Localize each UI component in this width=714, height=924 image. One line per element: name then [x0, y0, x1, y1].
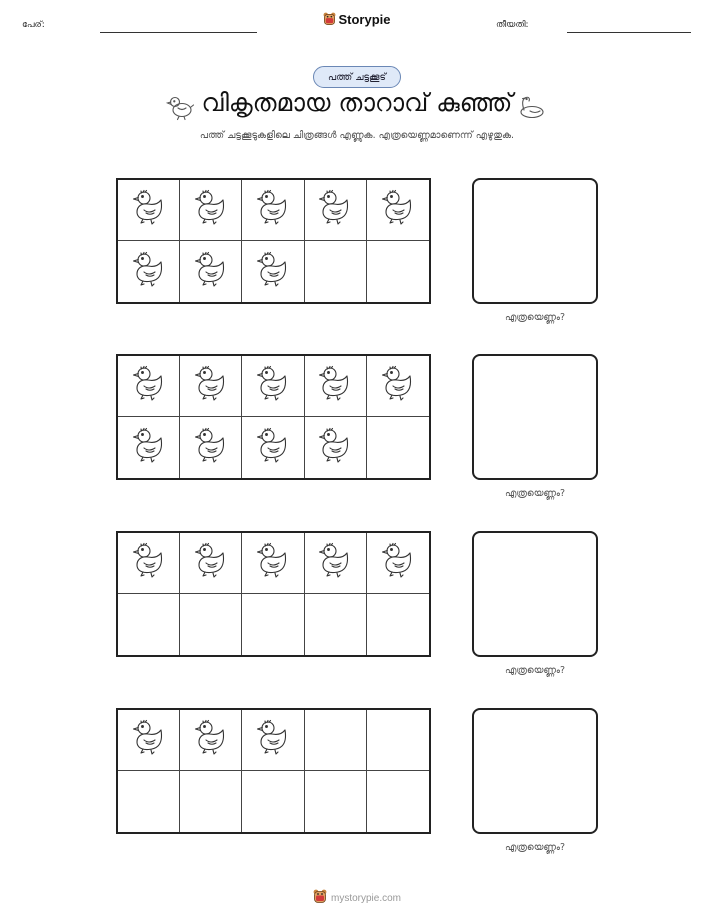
brand-name: Storypie [338, 12, 391, 27]
frame-cell [367, 533, 429, 594]
frame-cell [242, 771, 304, 832]
page-title: വികൃതമായ താറാവ് കുഞ്ഞ് [201, 88, 513, 117]
frame-cell [305, 417, 367, 478]
duckling-icon [129, 541, 169, 585]
frame-cell [118, 771, 180, 832]
frame-cell [180, 356, 242, 417]
duckling-icon [315, 364, 355, 408]
how-many-label-1: എത്രയെണ്ണം? [504, 312, 566, 323]
duckling-icon [191, 250, 231, 294]
frame-cell [305, 710, 367, 771]
frame-cell [305, 241, 367, 302]
duckling-icon [129, 718, 169, 762]
footer [0, 889, 714, 904]
answer-box-1[interactable] [472, 178, 598, 304]
how-many-label-4: എത്രയെണ്ണം? [504, 842, 566, 853]
how-many-label-2: എത്രയെണ്ണം? [504, 488, 566, 499]
name-label: പേര്: [22, 20, 45, 30]
frame-cell [118, 710, 180, 771]
duckling-icon [191, 188, 231, 232]
frame-cell [118, 417, 180, 478]
frame-cell [305, 771, 367, 832]
ten-frame-4 [116, 708, 431, 834]
duckling-icon [129, 250, 169, 294]
answer-box-4[interactable] [472, 708, 598, 834]
storypie-bear-icon [323, 12, 336, 26]
frame-cell [180, 710, 242, 771]
duckling-icon [253, 541, 293, 585]
duckling-icon [378, 364, 418, 408]
frame-cell [180, 594, 242, 655]
frame-cell [118, 241, 180, 302]
frame-cell [180, 533, 242, 594]
how-many-label-3: എത്രയെണ്ണം? [504, 665, 566, 676]
duckling-icon [253, 364, 293, 408]
frame-cell [367, 356, 429, 417]
frame-cell [118, 356, 180, 417]
frame-cell [305, 594, 367, 655]
ten-frame-1 [116, 178, 431, 304]
frame-cell [367, 594, 429, 655]
duckling-icon [191, 426, 231, 470]
duckling-icon [129, 426, 169, 470]
duckling-icon [191, 718, 231, 762]
frame-cell [180, 241, 242, 302]
duckling-icon [129, 188, 169, 232]
frame-cell [118, 594, 180, 655]
worksheet-type-badge: പത്ത് ചട്ടക്കൂട് [313, 66, 401, 88]
frame-cell [367, 241, 429, 302]
answer-box-3[interactable] [472, 531, 598, 657]
duckling-icon [378, 541, 418, 585]
duckling-icon [191, 364, 231, 408]
duckling-icon [315, 426, 355, 470]
frame-cell [242, 533, 304, 594]
date-line [567, 32, 691, 33]
frame-cell [242, 417, 304, 478]
frame-cell [242, 180, 304, 241]
duckling-icon [315, 188, 355, 232]
frame-cell [242, 710, 304, 771]
duckling-icon [315, 541, 355, 585]
ten-frame-3 [116, 531, 431, 657]
frame-cell [180, 771, 242, 832]
duck-icon [517, 92, 547, 122]
ten-frame-2 [116, 354, 431, 480]
duckling-icon [253, 426, 293, 470]
frame-cell [305, 180, 367, 241]
duckling-icon [253, 250, 293, 294]
storypie-bear-icon [313, 889, 327, 904]
frame-cell [118, 180, 180, 241]
date-label: തീയതി: [496, 20, 529, 30]
footer-url: mystorypie.com [330, 893, 401, 904]
frame-cell [367, 417, 429, 478]
frame-cell [242, 241, 304, 302]
duckling-icon [253, 718, 293, 762]
frame-cell [367, 710, 429, 771]
duckling-icon [378, 188, 418, 232]
frame-cell [242, 356, 304, 417]
duckling-icon [129, 364, 169, 408]
name-line [100, 32, 257, 33]
instructions: പത്ത് ചട്ടക്കൂടുകളിലെ ചിത്രങ്ങൾ എണ്ണുക. എത്രയെണ്ണമാണെന്ന് എഴുതുക. [199, 130, 515, 141]
duckling-icon [253, 188, 293, 232]
frame-cell [305, 356, 367, 417]
frame-cell [180, 417, 242, 478]
answer-box-2[interactable] [472, 354, 598, 480]
brand [0, 12, 714, 27]
frame-cell [118, 533, 180, 594]
frame-cell [305, 533, 367, 594]
duckling-icon [191, 541, 231, 585]
frame-cell [180, 180, 242, 241]
frame-cell [242, 594, 304, 655]
frame-cell [367, 180, 429, 241]
frame-cell [367, 771, 429, 832]
